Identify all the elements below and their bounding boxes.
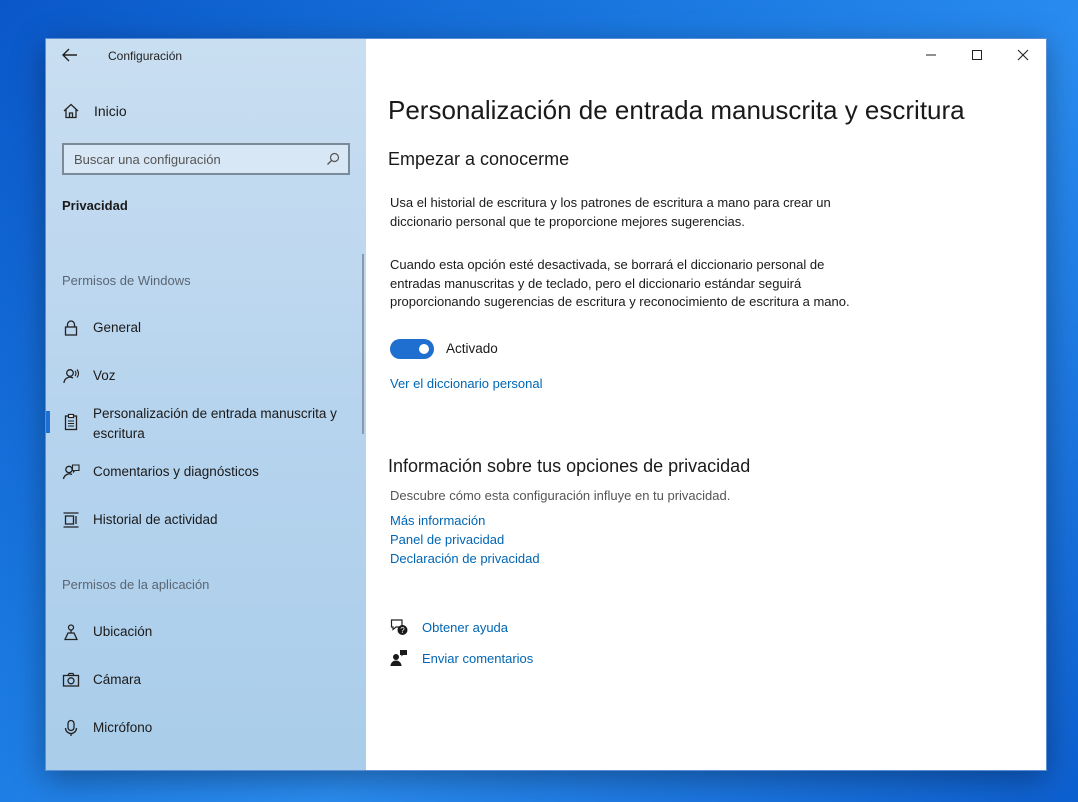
active-indicator	[46, 411, 50, 433]
send-feedback-link[interactable]	[390, 649, 533, 667]
sidebar-item-history[interactable]	[62, 511, 352, 530]
search-icon	[326, 152, 340, 166]
search-box[interactable]	[62, 143, 350, 175]
sidebar-item-general[interactable]	[62, 319, 352, 338]
toggle-knob	[419, 344, 429, 354]
microphone-icon	[62, 719, 80, 737]
window-controls	[908, 39, 1046, 71]
privacy-statement-link[interactable]: Declaración de privacidad	[390, 551, 540, 566]
minimize-button[interactable]	[908, 39, 954, 71]
section-title-privacy-info: Información sobre tus opciones de privacidad	[388, 456, 751, 476]
nav-home[interactable]	[62, 102, 127, 120]
feedback-person-icon	[390, 649, 408, 667]
page-title: Personalización de entrada manuscrita y escritura	[388, 95, 965, 125]
sidebar-item-label: Micrófono	[93, 720, 153, 735]
speech-icon	[62, 367, 80, 385]
search-input[interactable]: Buscar una configuración	[74, 152, 221, 167]
sidebar-item-voz[interactable]	[62, 367, 352, 386]
clipboard-icon	[62, 413, 80, 431]
lock-icon	[62, 319, 80, 337]
more-info-link[interactable]: Más información	[390, 513, 486, 528]
svg-text:?: ?	[400, 626, 405, 635]
titlebar-left	[46, 39, 366, 71]
section-description-2: Cuando esta opción esté desactivada, se borrará el diccionario personal de entradas manuscritas y de teclado, pero el diccionario estándar seguirá proporcionando sugerencias de escritura y reconocimiento de escritura a mano.	[390, 257, 850, 309]
back-arrow-icon	[60, 46, 80, 64]
sidebar-item-label: Personalización de entrada manuscrita y escritura	[93, 406, 337, 441]
section-title-get-to-know: Empezar a conocerme	[388, 149, 570, 169]
sidebar	[46, 39, 366, 770]
sidebar-section-title: Privacidad	[62, 198, 128, 213]
sidebar-item-label: Voz	[93, 368, 116, 383]
sidebar-item-camera[interactable]	[62, 671, 352, 690]
camera-icon	[62, 671, 80, 689]
sidebar-item-label: Cámara	[93, 672, 142, 687]
minimize-icon	[925, 49, 937, 61]
maximize-button[interactable]	[954, 39, 1000, 71]
view-dictionary-link[interactable]: Ver el diccionario personal	[390, 376, 543, 391]
feedback-icon	[62, 463, 80, 481]
sidebar-item-label: General	[93, 320, 142, 335]
home-icon	[62, 102, 80, 120]
group-label-windows: Permisos de Windows	[62, 273, 191, 288]
help-chat-icon	[390, 618, 408, 636]
group-label-apps: Permisos de la aplicación	[62, 577, 210, 592]
section-description-1: Usa el historial de escritura y los patrones de escritura a mano para crear un diccionario personal que te proporcione mejores sugerencias.	[390, 195, 831, 229]
sidebar-item-location[interactable]	[62, 623, 352, 642]
toggle-state-label: Activado	[446, 341, 498, 356]
privacy-dashboard-link[interactable]: Panel de privacidad	[390, 532, 505, 547]
close-icon	[1017, 49, 1029, 61]
sidebar-item-label: Comentarios y diagnósticos	[93, 464, 259, 479]
sidebar-item-label: Historial de actividad	[93, 512, 218, 527]
sidebar-item-microphone[interactable]	[62, 719, 352, 738]
get-help-link[interactable]	[390, 618, 508, 636]
close-button[interactable]	[1000, 39, 1046, 71]
settings-window	[45, 38, 1047, 771]
timeline-icon	[62, 511, 80, 529]
sidebar-item-label: Ubicación	[93, 624, 153, 639]
back-button[interactable]	[60, 46, 80, 64]
nav-home-label: Inicio	[94, 103, 127, 119]
sidebar-scrollbar[interactable]	[362, 254, 364, 434]
sidebar-item-feedback[interactable]	[62, 463, 352, 482]
privacy-description: Descubre cómo esta configuración influye en tu privacidad.	[390, 488, 731, 503]
send-feedback-label: Enviar comentarios	[422, 650, 534, 666]
inking-toggle[interactable]	[390, 339, 434, 359]
maximize-icon	[971, 49, 983, 61]
main-content	[366, 39, 1046, 770]
get-help-label: Obtener ayuda	[422, 619, 509, 635]
window-title: Configuración	[108, 49, 183, 63]
sidebar-item-inking[interactable]	[62, 405, 352, 444]
location-icon	[62, 623, 80, 641]
